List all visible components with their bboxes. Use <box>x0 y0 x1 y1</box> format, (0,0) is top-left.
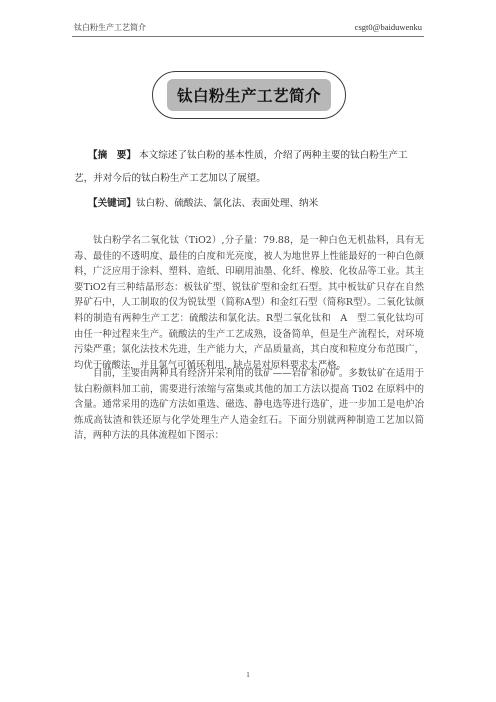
page-number: 1 <box>246 670 250 679</box>
keywords-text: 钛白粉、硫酸法、氯化法、表面处理、纳米 <box>135 198 319 209</box>
title-shading <box>167 79 331 111</box>
keywords <box>74 197 424 211</box>
running-header-title: 钛白粉生产工艺简介 <box>74 23 146 32</box>
abstract <box>74 145 424 190</box>
body-paragraph: 目前，主要由两种具有经济开采利用的钛矿——岩矿和砂矿。多数钛矿在适用于钛白粉颜料加工前，需要进行浓缩与富集或其他的加工方法以提高 Ti02 在原料中的含量。通常采用的选矿方法如重选、磁选、静电选等进行选矿，进一步加工是电炉冶炼成高钛渣和铁还原与化学处理生产人造金红石。下面分别就两种制造工艺加以简洁，两种方法的具体流程如下图示： <box>74 368 424 442</box>
abstract-text: 本文综述了钛白粉的基本性质，介绍了两种主要的钛白粉生产工艺，并对今后的钛白粉生产工艺加以了展望。 <box>74 150 408 184</box>
document-title: 钛白粉生产工艺简介 <box>176 87 321 105</box>
keywords-label: 【关键词】 <box>88 198 136 209</box>
body-paragraph: 钛白粉学名二氧化钛（TiO2）,分子量：79.88，是一种白色无机盐料，具有无毒、最佳的不透明度、最佳的白度和光亮度，被人为地世界上性能最好的一种白色颜料，广泛应用于涂料、塑料、造纸、印刷用油墨、化纤、橡胶、化妆品等工业。其主要TiO2有三种结晶形态：板钛矿型、锐钛矿型和金红石型。其中板钛矿只存在自然界矿石中，人工制取的仅为锐钛型（简称A型）和金红石型（简称R型）。二氧化钛颜料的制造有两种生产工艺：硫酸法和氯化法。R型二氧化钛和 A 型二氧化钛均可由任一种过程来生产。硫酸法的生产工艺成熟，设备简单，但是生产流程长，对环境污染严重；氯化法技术先进，生产能力大，产品质量高，其白度和粒度分布范围广，均优于硫酸法，并且氯气可循环利用，缺点是对原料要求太严格。 <box>74 235 424 371</box>
abstract-label: 【摘 要】 <box>88 150 136 161</box>
running-header-author: csgt0@baiduwenku <box>354 22 422 32</box>
title-frame <box>152 71 346 119</box>
header-rule <box>72 36 424 37</box>
